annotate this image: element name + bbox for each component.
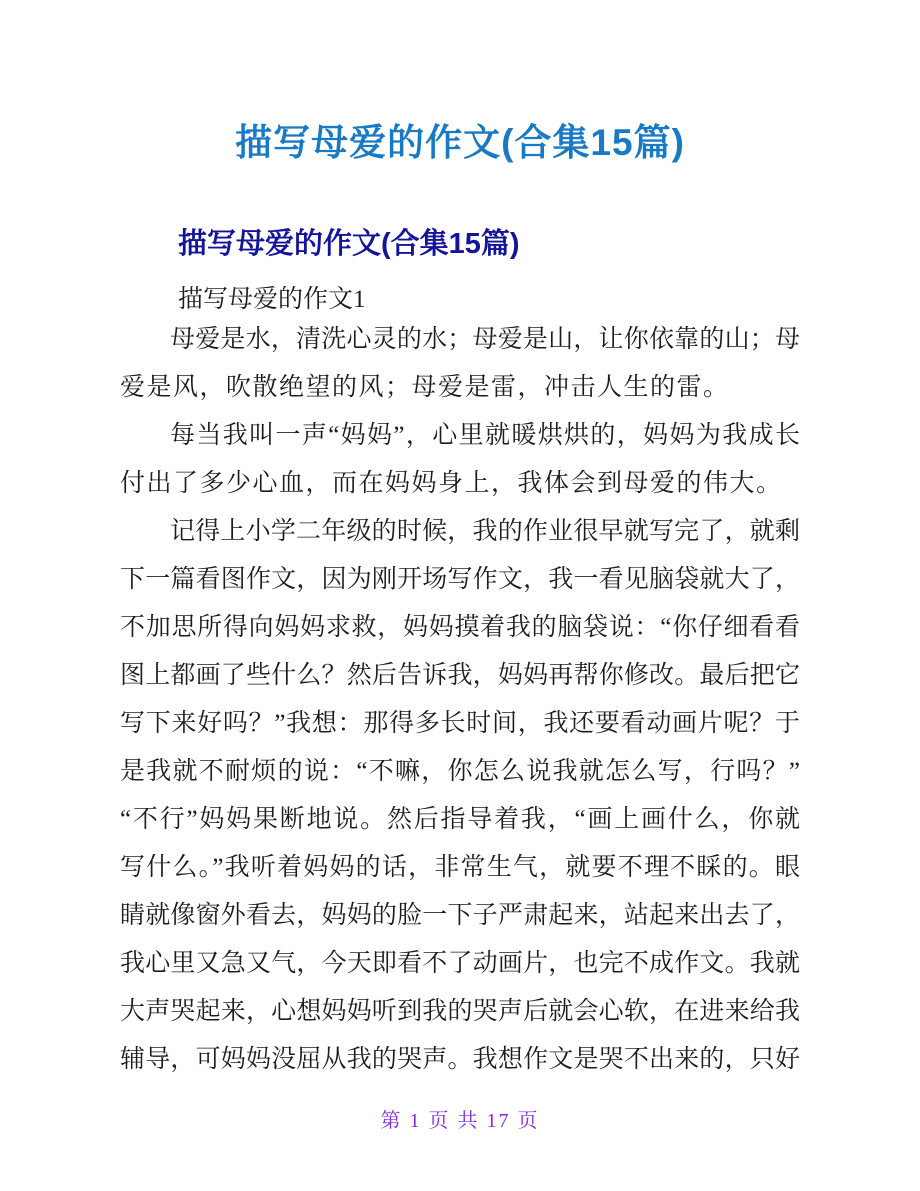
essay-line: 辅导，可妈妈没屈从我的哭声。我想作文是哭不出来的，只好 xyxy=(120,1046,800,1073)
essay-line: 不加思所得向妈妈求救，妈妈摸着我的脑袋说：“你仔细看看 xyxy=(120,614,800,641)
essay-section-heading: 描写母爱的作文1 xyxy=(178,286,366,313)
essay-line: 下一篇看图作文，因为刚开场写作文，我一看见脑袋就大了， xyxy=(120,566,800,593)
essay-line: 是我就不耐烦的说：“不嘛，你怎么说我就怎么写，行吗？” xyxy=(120,758,800,785)
essay-line: 母爱是水，清洗心灵的水；母爱是山，让你依靠的山；母 xyxy=(170,326,800,353)
essay-line: 睛就像窗外看去，妈妈的脸一下子严肃起来，站起来出去了， xyxy=(120,902,800,929)
essay-line: 每当我叫一声“妈妈”，心里就暖烘烘的，妈妈为我成长 xyxy=(170,422,800,449)
document-title: 描写母爱的作文(合集15篇) xyxy=(235,122,685,163)
page-number-label: 第 1 页 共 17 页 xyxy=(380,1110,540,1132)
essay-line: “不行”妈妈果断地说。然后指导着我，“画上画什么，你就 xyxy=(120,806,800,833)
essay-line: 我心里又急又气，今天即看不了动画片，也完不成作文。我就 xyxy=(120,950,800,977)
essay-line: 写下来好吗？”我想：那得多长时间，我还要看动画片呢？于 xyxy=(120,710,800,737)
essay-line: 大声哭起来，心想妈妈听到我的哭声后就会心软，在进来给我 xyxy=(120,998,800,1025)
page-footer xyxy=(0,1104,920,1133)
essay-line: 图上都画了些什么？然后告诉我，妈妈再帮你修改。最后把它 xyxy=(120,662,800,689)
essay-line: 写什么。”我听着妈妈的话，非常生气，就要不理不睬的。眼 xyxy=(120,854,800,881)
essay-line: 爱是风，吹散绝望的风；母爱是雷，冲击人生的雷。 xyxy=(120,374,730,401)
document-subtitle: 描写母爱的作文(合集15篇) xyxy=(178,228,520,260)
essay-body xyxy=(120,316,800,1084)
essay-line: 记得上小学二年级的时候，我的作业很早就写完了，就剩 xyxy=(170,518,800,545)
essay-line: 付出了多少心血，而在妈妈身上，我体会到母爱的伟大。 xyxy=(120,470,783,497)
